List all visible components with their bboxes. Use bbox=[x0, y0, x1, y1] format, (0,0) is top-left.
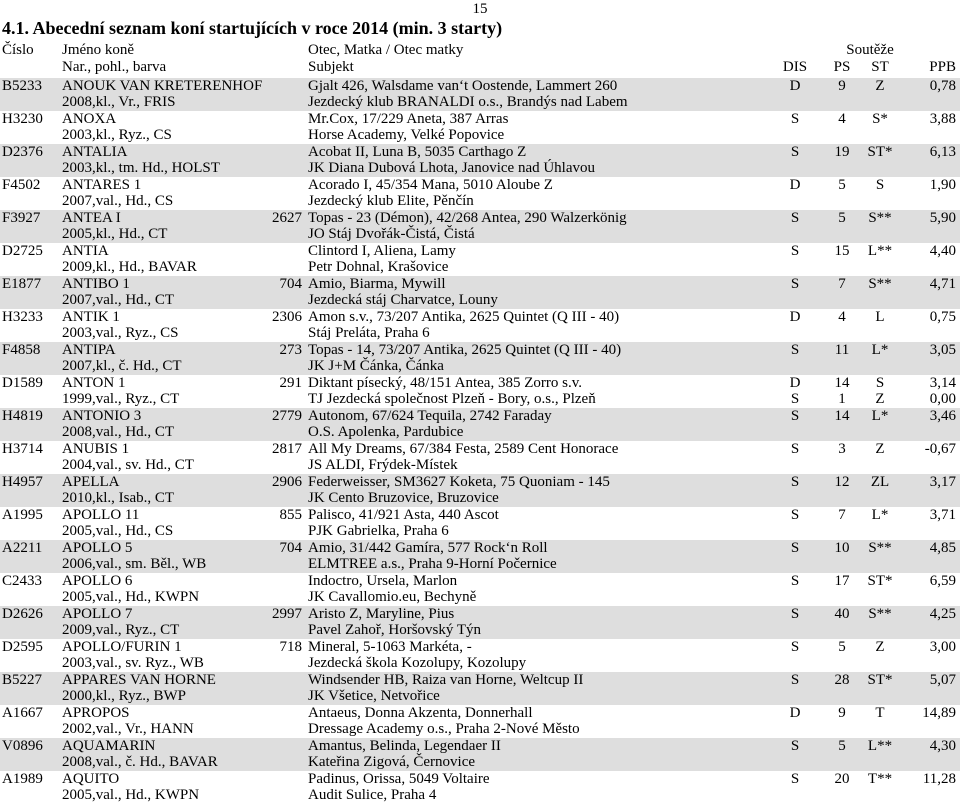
horse-details: 2006,val., sm. Běl., WB bbox=[62, 556, 207, 572]
horse-subject: Jezdecký klub BRANALDI o.s., Brandýs nad Labem bbox=[308, 94, 628, 110]
table-row bbox=[0, 507, 960, 540]
stat-dis: S bbox=[790, 606, 800, 622]
stat-ps: 5 bbox=[838, 639, 846, 655]
row-line-2 bbox=[0, 589, 960, 606]
row-line-1 bbox=[0, 243, 960, 260]
horse-parents: Amantus, Belinda, Legendaer II bbox=[308, 738, 501, 754]
page-title: 4.1. Abecední seznam koní startujících v roce 2014 (min. 3 starty) bbox=[2, 18, 503, 38]
horse-subject: Petr Dohnal, Krašovice bbox=[308, 259, 449, 275]
horse-details: 2005,val., Hd., KWPN bbox=[62, 787, 200, 803]
row-line-1 bbox=[0, 111, 960, 128]
stat-dis: S bbox=[790, 441, 800, 457]
stat-dis: S bbox=[790, 738, 800, 754]
horse-name: ANUBIS 1 bbox=[62, 441, 130, 457]
horse-details: 2008,val., č. Hd., BAVAR bbox=[62, 754, 218, 770]
stat-st: T bbox=[875, 705, 885, 721]
stat-st: S** bbox=[868, 210, 892, 226]
horse-number: 291 bbox=[279, 375, 302, 391]
horse-id: D2725 bbox=[2, 243, 43, 259]
stat-ppb: 4,85 bbox=[929, 540, 956, 556]
horse-name: APOLLO 7 bbox=[62, 606, 133, 622]
horse-id: B5227 bbox=[2, 672, 43, 688]
horse-number: 2779 bbox=[272, 408, 302, 424]
stat-dis: S bbox=[790, 507, 800, 523]
table-row bbox=[0, 375, 960, 408]
header-subject: Subjekt bbox=[308, 59, 354, 75]
stat-dis: D bbox=[789, 309, 801, 325]
header-parents: Otec, Matka / Otec matky bbox=[308, 42, 464, 58]
stat-ppb: 5,90 bbox=[929, 210, 956, 226]
horse-id: A1989 bbox=[2, 771, 43, 787]
stat-dis: S bbox=[790, 639, 800, 655]
row-line-1 bbox=[0, 672, 960, 689]
table-row bbox=[0, 342, 960, 375]
header-ppb: PPB bbox=[929, 59, 956, 75]
horse-details: 2000,kl., Ryz., BWP bbox=[62, 688, 186, 704]
stat-ppb: 4,71 bbox=[929, 276, 956, 292]
horse-id: H4819 bbox=[2, 408, 43, 424]
horse-parents: Padinus, Orissa, 5049 Voltaire bbox=[308, 771, 490, 787]
horse-number: 718 bbox=[279, 639, 302, 655]
horse-parents: Acobat II, Luna B, 5035 Carthago Z bbox=[308, 144, 527, 160]
stat-st: ST* bbox=[867, 144, 893, 160]
horse-parents: Clintord I, Aliena, Lamy bbox=[308, 243, 456, 259]
stat-st: S** bbox=[868, 276, 892, 292]
row-line-2 bbox=[0, 721, 960, 738]
horse-details: 2008,kl., Vr., FRIS bbox=[62, 94, 176, 110]
horse-id: H3230 bbox=[2, 111, 43, 127]
stat-ppb: 14,89 bbox=[922, 705, 956, 721]
horse-name: ANTONIO 3 bbox=[62, 408, 142, 424]
table-row bbox=[0, 606, 960, 639]
row-line-2 bbox=[0, 556, 960, 573]
horse-details: 2003,kl., tm. Hd., HOLST bbox=[62, 160, 220, 176]
stat-ppb: 3,46 bbox=[929, 408, 956, 424]
table-row bbox=[0, 78, 960, 111]
horse-number: 273 bbox=[279, 342, 302, 358]
horse-details: 2005,val., Hd., CS bbox=[62, 523, 174, 539]
stat-dis: S bbox=[790, 474, 800, 490]
row-line-2 bbox=[0, 391, 960, 408]
horse-number: 2306 bbox=[272, 309, 302, 325]
horse-parents: Windsender HB, Raiza van Horne, Weltcup II bbox=[308, 672, 584, 688]
stat-dis: S bbox=[790, 111, 800, 127]
horse-id: A1995 bbox=[2, 507, 43, 523]
table-row bbox=[0, 540, 960, 573]
row-line-2 bbox=[0, 127, 960, 144]
row-line-2 bbox=[0, 523, 960, 540]
horse-name: APELLA bbox=[62, 474, 120, 490]
horse-id: V0896 bbox=[2, 738, 43, 754]
stat-ppb: 0,78 bbox=[929, 78, 956, 94]
horse-number: 855 bbox=[279, 507, 302, 523]
horse-parents: Gjalt 426, Walsdame van‘t Oostende, Lammert 260 bbox=[308, 78, 618, 94]
horse-id: F4858 bbox=[2, 342, 41, 358]
header-id: Číslo bbox=[2, 42, 34, 58]
horse-details: 2009,kl., Hd., BAVAR bbox=[62, 259, 197, 275]
stat-ppb: 4,30 bbox=[929, 738, 956, 754]
stat-dis: S bbox=[790, 771, 800, 787]
row-line-1 bbox=[0, 210, 960, 227]
horse-subject: Jezdecký klub Elite, Pěnčín bbox=[308, 193, 474, 209]
horse-parents: Topas - 14, 73/207 Antika, 2625 Quintet (Q III - 40) bbox=[308, 342, 622, 358]
stat-ps: 14 bbox=[834, 408, 850, 424]
stat-ps: 10 bbox=[834, 540, 850, 556]
stat-dis: D bbox=[789, 705, 801, 721]
stat-ppb: 3,14 bbox=[929, 375, 956, 391]
stat-ps: 17 bbox=[834, 573, 850, 589]
horse-parents: Federweisser, SM3627 Koketa, 75 Quoniam - 145 bbox=[308, 474, 610, 490]
horse-parents: Amon s.v., 73/207 Antika, 2625 Quintet (Q III - 40) bbox=[308, 309, 620, 325]
stat-dis: S bbox=[790, 573, 800, 589]
stat-st: L* bbox=[871, 342, 889, 358]
stat-dis: D bbox=[789, 78, 801, 94]
horse-details: 2005,val., Hd., KWPN bbox=[62, 589, 200, 605]
stat-st: S* bbox=[872, 111, 888, 127]
row-line-2 bbox=[0, 292, 960, 309]
horse-subject: O.S. Apolenka, Pardubice bbox=[308, 424, 464, 440]
row-line-1 bbox=[0, 78, 960, 95]
stat-ps: 7 bbox=[838, 276, 846, 292]
horse-details: 2007,val., Hd., CT bbox=[62, 292, 175, 308]
stat-ppb: 4,25 bbox=[929, 606, 956, 622]
horse-subject: Pavel Zahoř, Horšovský Týn bbox=[308, 622, 482, 638]
table-row bbox=[0, 441, 960, 474]
horse-name: AQUAMARIN bbox=[62, 738, 156, 754]
stat-dis: S bbox=[790, 210, 800, 226]
horse-id: A1667 bbox=[2, 705, 43, 721]
horse-id: A2211 bbox=[2, 540, 43, 556]
horse-id: H4957 bbox=[2, 474, 43, 490]
stat-st: L* bbox=[871, 408, 889, 424]
horse-details: 2003,val., Ryz., CS bbox=[62, 325, 179, 341]
stat-ppb: 6,13 bbox=[929, 144, 956, 160]
horse-id: B5233 bbox=[2, 78, 43, 94]
table-row bbox=[0, 573, 960, 606]
table-row bbox=[0, 705, 960, 738]
stat-ppb: 11,28 bbox=[922, 771, 956, 787]
horse-details: 2007,val., Hd., CS bbox=[62, 193, 174, 209]
horse-name: APOLLO 6 bbox=[62, 573, 133, 589]
row-line-2 bbox=[0, 325, 960, 342]
header-ps: PS bbox=[833, 59, 851, 75]
stat-ppb: 3,05 bbox=[929, 342, 956, 358]
horse-number: 704 bbox=[279, 276, 302, 292]
horse-name: APPARES VAN HORNE bbox=[62, 672, 216, 688]
horse-name: ANTON 1 bbox=[62, 375, 126, 391]
table-row bbox=[0, 177, 960, 210]
horse-name: ANTIBO 1 bbox=[62, 276, 130, 292]
row-line-2 bbox=[0, 787, 960, 804]
page-number: 15 bbox=[472, 1, 488, 17]
horse-subject: JK Diana Dubová Lhota, Janovice nad Úhlavou bbox=[308, 160, 596, 176]
row-line-1 bbox=[0, 441, 960, 458]
row-line-1 bbox=[0, 606, 960, 623]
stat-dis: S bbox=[790, 540, 800, 556]
table-row bbox=[0, 309, 960, 342]
horse-parents: Mr.Cox, 17/229 Aneta, 387 Arras bbox=[308, 111, 509, 127]
stat-dis: D bbox=[789, 375, 801, 391]
horse-name: ANOXA bbox=[62, 111, 117, 127]
stat-st: S bbox=[875, 177, 885, 193]
horse-details: 1999,val., Ryz., CT bbox=[62, 391, 180, 407]
row-line-1 bbox=[0, 738, 960, 755]
header-st: ST bbox=[871, 59, 889, 75]
horse-name: ANTIA bbox=[62, 243, 109, 259]
table-row bbox=[0, 276, 960, 309]
row-line-2 bbox=[0, 622, 960, 639]
stat-ps: 19 bbox=[834, 144, 850, 160]
row-line-1 bbox=[0, 474, 960, 491]
row-line-1 bbox=[0, 573, 960, 590]
row-line-2 bbox=[0, 424, 960, 441]
stat-ps: 5 bbox=[838, 738, 846, 754]
horse-name: ANTEA I bbox=[62, 210, 121, 226]
horse-parents: Topas - 23 (Démon), 42/268 Antea, 290 Walzerkönig bbox=[308, 210, 627, 226]
stat-ps: 40 bbox=[834, 606, 850, 622]
stat-st: S** bbox=[868, 540, 892, 556]
horse-subject: Stáj Preláta, Praha 6 bbox=[308, 325, 430, 341]
stat-ppb: 0,75 bbox=[929, 309, 956, 325]
table-row bbox=[0, 210, 960, 243]
horse-details: 2002,val., Vr., HANN bbox=[62, 721, 194, 737]
horse-subject: ELMTREE a.s., Praha 9-Horní Počernice bbox=[308, 556, 557, 572]
horse-subject: Jezdecká škola Kozolupy, Kozolupy bbox=[308, 655, 527, 671]
horse-details: 2010,kl., Isab., CT bbox=[62, 490, 175, 506]
horse-details: 2008,val., Hd., CT bbox=[62, 424, 175, 440]
stat-st: T** bbox=[867, 771, 893, 787]
row-line-2 bbox=[0, 160, 960, 177]
horse-parents: Amio, Biarma, Mywill bbox=[308, 276, 446, 292]
stat-ppb: 3,71 bbox=[929, 507, 956, 523]
horse-number: 2906 bbox=[272, 474, 302, 490]
row-line-1 bbox=[0, 639, 960, 656]
horse-parents: Autonom, 67/624 Tequila, 2742 Faraday bbox=[308, 408, 552, 424]
stat-ps: 1 bbox=[838, 391, 846, 407]
horse-name: APROPOS bbox=[62, 705, 130, 721]
stat-ppb: 3,17 bbox=[929, 474, 956, 490]
table-row bbox=[0, 243, 960, 276]
horse-details: 2005,kl., Hd., CT bbox=[62, 226, 168, 242]
stat-dis: S bbox=[790, 391, 800, 407]
stat-dis: D bbox=[789, 177, 801, 193]
stat-ps: 9 bbox=[838, 705, 846, 721]
stat-ps: 3 bbox=[838, 441, 846, 457]
horse-parents: Amio, 31/442 Gamíra, 577 Rock‘n Roll bbox=[308, 540, 548, 556]
stat-ppb: -0,67 bbox=[924, 441, 956, 457]
stat-st: S** bbox=[868, 606, 892, 622]
stat-ps: 11 bbox=[834, 342, 850, 358]
table-row bbox=[0, 111, 960, 144]
stat-ps: 5 bbox=[838, 210, 846, 226]
stat-ppb: 6,59 bbox=[929, 573, 956, 589]
stat-st: L** bbox=[867, 738, 893, 754]
row-line-2 bbox=[0, 94, 960, 111]
horse-id: D2376 bbox=[2, 144, 43, 160]
row-line-1 bbox=[0, 177, 960, 194]
horse-subject: PJK Gabrielka, Praha 6 bbox=[308, 523, 449, 539]
row-line-2 bbox=[0, 457, 960, 474]
table-row bbox=[0, 738, 960, 771]
stat-ps: 20 bbox=[834, 771, 850, 787]
table-row bbox=[0, 639, 960, 672]
horse-name: ANTIK 1 bbox=[62, 309, 120, 325]
stat-ppb: 4,40 bbox=[929, 243, 956, 259]
stat-st: ST* bbox=[867, 672, 893, 688]
stat-ps: 9 bbox=[838, 78, 846, 94]
row-line-1 bbox=[0, 771, 960, 788]
horse-name: ANTIPA bbox=[62, 342, 116, 358]
stat-st: Z bbox=[875, 639, 885, 655]
row-line-2 bbox=[0, 688, 960, 705]
stat-st: S bbox=[875, 375, 885, 391]
stat-ps: 4 bbox=[838, 111, 846, 127]
horse-subject: JO Stáj Dvořák-Čistá, Čistá bbox=[308, 226, 475, 242]
row-line-1 bbox=[0, 507, 960, 524]
horse-number: 2817 bbox=[272, 441, 302, 457]
row-line-1 bbox=[0, 276, 960, 293]
horse-subject: Kateřina Zigová, Černovice bbox=[308, 754, 476, 770]
horse-id: F4502 bbox=[2, 177, 41, 193]
horse-details: 2003,val., sv. Ryz., WB bbox=[62, 655, 204, 671]
table-row bbox=[0, 408, 960, 441]
horse-subject: TJ Jezdecká společnost Plzeň - Bory, o.s., Plzeň bbox=[308, 391, 596, 407]
row-line-1 bbox=[0, 342, 960, 359]
stat-dis: S bbox=[790, 276, 800, 292]
stat-ppb: 5,07 bbox=[929, 672, 956, 688]
stat-ppb: 0,00 bbox=[929, 391, 956, 407]
horse-subject: Audit Sulice, Praha 4 bbox=[308, 787, 437, 803]
horse-id: H3714 bbox=[2, 441, 43, 457]
horse-list bbox=[0, 78, 960, 804]
stat-dis: S bbox=[790, 672, 800, 688]
horse-subject: Dressage Academy o.s., Praha 2-Nové Město bbox=[308, 721, 580, 737]
row-line-2 bbox=[0, 259, 960, 276]
stat-st: Z bbox=[875, 391, 885, 407]
horse-subject: JK Cavallomio.eu, Bechyně bbox=[308, 589, 477, 605]
stat-ps: 7 bbox=[838, 507, 846, 523]
stat-ppb: 3,88 bbox=[929, 111, 956, 127]
row-line-1 bbox=[0, 309, 960, 326]
row-line-2 bbox=[0, 226, 960, 243]
stat-ps: 28 bbox=[834, 672, 850, 688]
table-row bbox=[0, 474, 960, 507]
horse-id: H3233 bbox=[2, 309, 43, 325]
horse-id: F3927 bbox=[2, 210, 41, 226]
horse-id: D2626 bbox=[2, 606, 43, 622]
horse-parents: Acorado I, 45/354 Mana, 5010 Aloube Z bbox=[308, 177, 553, 193]
row-line-1 bbox=[0, 375, 960, 392]
stat-ppb: 3,00 bbox=[929, 639, 956, 655]
horse-parents: Palisco, 41/921 Asta, 440 Ascot bbox=[308, 507, 499, 523]
horse-subject: Horse Academy, Velké Popovice bbox=[308, 127, 505, 143]
horse-id: C2433 bbox=[2, 573, 43, 589]
horse-parents: All My Dreams, 67/384 Festa, 2589 Cent Honorace bbox=[308, 441, 619, 457]
horse-subject: JK J+M Čánka, Čánka bbox=[308, 358, 444, 374]
table-row bbox=[0, 771, 960, 804]
horse-parents: Antaeus, Donna Akzenta, Donnerhall bbox=[308, 705, 533, 721]
stat-ps: 15 bbox=[834, 243, 850, 259]
row-line-2 bbox=[0, 193, 960, 210]
horse-name: ANOUK VAN KRETERENHOF bbox=[62, 78, 263, 94]
stat-ps: 12 bbox=[834, 474, 850, 490]
horse-subject: JS ALDI, Frýdek-Místek bbox=[308, 457, 458, 473]
row-line-1 bbox=[0, 705, 960, 722]
horse-subject: Jezdecká stáj Charvatce, Louny bbox=[308, 292, 498, 308]
horse-parents: Aristo Z, Maryline, Pius bbox=[308, 606, 455, 622]
stat-dis: S bbox=[790, 243, 800, 259]
stat-ps: 4 bbox=[838, 309, 846, 325]
horse-subject: JK Všetice, Netvořice bbox=[308, 688, 440, 704]
horse-id: D2595 bbox=[2, 639, 43, 655]
stat-dis: S bbox=[790, 342, 800, 358]
horse-name: ANTALIA bbox=[62, 144, 128, 160]
stat-ppb: 1,90 bbox=[929, 177, 956, 193]
row-line-2 bbox=[0, 754, 960, 771]
stat-ps: 5 bbox=[838, 177, 846, 193]
row-line-1 bbox=[0, 408, 960, 425]
stat-st: ST* bbox=[867, 573, 893, 589]
table-row bbox=[0, 672, 960, 705]
row-line-2 bbox=[0, 358, 960, 375]
row-line-2 bbox=[0, 655, 960, 672]
table-row bbox=[0, 144, 960, 177]
horse-subject: JK Cento Bruzovice, Bruzovice bbox=[308, 490, 499, 506]
stat-st: Z bbox=[875, 441, 885, 457]
stat-dis: S bbox=[790, 408, 800, 424]
horse-number: 704 bbox=[279, 540, 302, 556]
stat-st: L* bbox=[871, 507, 889, 523]
horse-parents: Mineral, 5-1063 Markéta, - bbox=[308, 639, 472, 655]
horse-number: 2627 bbox=[272, 210, 302, 226]
table-header bbox=[0, 42, 960, 76]
horse-name: APOLLO/FURIN 1 bbox=[62, 639, 182, 655]
horse-name: AQUITO bbox=[62, 771, 120, 787]
horse-details: 2009,val., Ryz., CT bbox=[62, 622, 180, 638]
stat-dis: S bbox=[790, 144, 800, 160]
horse-parents: Indoctro, Ursela, Marlon bbox=[308, 573, 458, 589]
stat-st: Z bbox=[875, 78, 885, 94]
row-line-1 bbox=[0, 144, 960, 161]
header-dis: DIS bbox=[782, 59, 808, 75]
header-details: Nar., pohl., barva bbox=[62, 59, 167, 75]
row-line-2 bbox=[0, 490, 960, 507]
stat-st: L bbox=[875, 309, 885, 325]
horse-id: D1589 bbox=[2, 375, 43, 391]
stat-st: ZL bbox=[870, 474, 890, 490]
horse-name: APOLLO 5 bbox=[62, 540, 133, 556]
horse-parents: Diktant písecký, 48/151 Antea, 385 Zorro s.v. bbox=[308, 375, 582, 391]
horse-details: 2003,kl., Ryz., CS bbox=[62, 127, 172, 143]
horse-id: E1877 bbox=[2, 276, 42, 292]
header-competitions: Soutěže bbox=[846, 42, 894, 58]
header-name: Jméno koně bbox=[62, 42, 135, 58]
horse-name: ANTARES 1 bbox=[62, 177, 142, 193]
row-line-1 bbox=[0, 540, 960, 557]
stat-ps: 14 bbox=[834, 375, 850, 391]
horse-number: 2997 bbox=[272, 606, 302, 622]
horse-details: 2004,val., sv. Hd., CT bbox=[62, 457, 194, 473]
stat-st: L** bbox=[867, 243, 893, 259]
horse-name: APOLLO 11 bbox=[62, 507, 140, 523]
horse-details: 2007,kl., č. Hd., CT bbox=[62, 358, 182, 374]
